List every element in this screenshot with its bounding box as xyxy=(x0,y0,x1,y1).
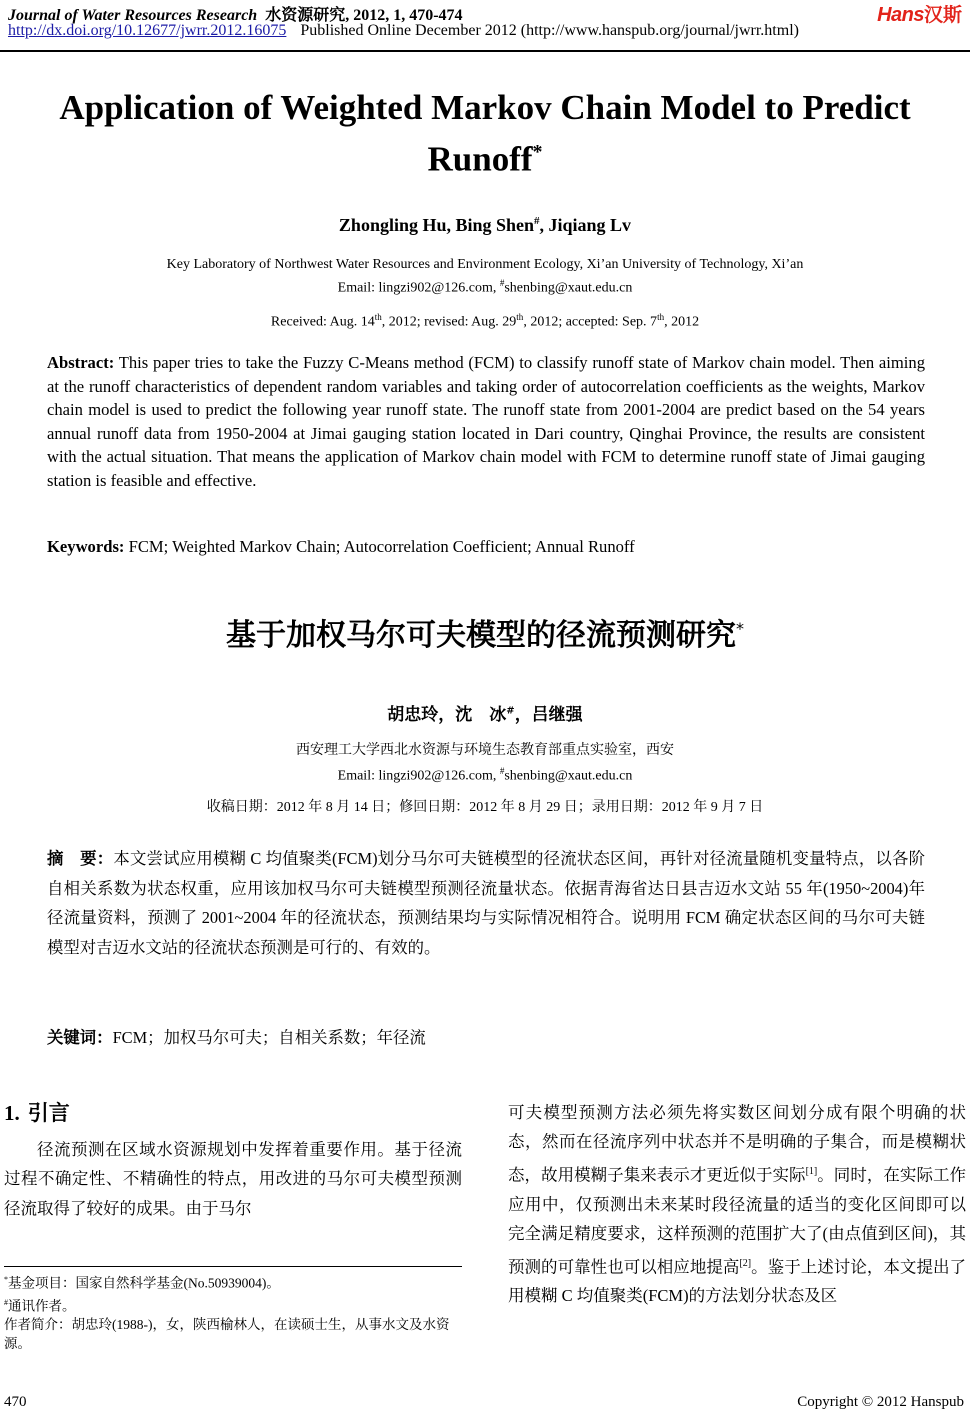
header-divider xyxy=(0,50,970,52)
hans-logo xyxy=(877,0,962,27)
section-number: 1. xyxy=(4,1101,20,1125)
author-cn-mark: # xyxy=(506,705,515,717)
footnotes xyxy=(4,1270,462,1353)
journal-name-en: Journal of Water Resources Research xyxy=(8,7,258,24)
title-en-footnote-mark: * xyxy=(532,141,543,163)
author-separator: , xyxy=(539,215,549,235)
section-title: 引言 xyxy=(27,1101,70,1125)
email-en-second: shenbing@xaut.edu.cn xyxy=(504,280,633,296)
author-name: Zhongling Hu xyxy=(338,215,447,235)
authors-cn-part: 胡忠玲，沈 冰 xyxy=(387,705,507,725)
keywords-en xyxy=(47,537,925,557)
doi-line xyxy=(8,22,799,40)
received-part: , 2012 xyxy=(664,314,700,330)
abstract-cn-label: 摘 要： xyxy=(47,849,114,868)
doi-link[interactable]: http://dx.doi.org/10.12677/jwrr.2012.16075 xyxy=(8,22,287,39)
paper-title-cn xyxy=(0,610,970,654)
body-text: 。鉴于上述讨论，本文提出了用模糊 C 均值聚类(FCM)的方法划分状态及区 xyxy=(508,1257,967,1306)
received-part: , 2012; revised: Aug. 29 xyxy=(381,314,517,330)
citation-ref[interactable]: [1] xyxy=(805,1165,818,1177)
email-cn-second: shenbing@xaut.edu.cn xyxy=(504,768,633,784)
authors-en xyxy=(0,215,970,236)
citation-ref[interactable]: [2] xyxy=(739,1257,752,1269)
logo-latin: Hans xyxy=(877,4,924,26)
footnote-text: 通讯作者。 xyxy=(8,1298,76,1313)
published-online: Published Online December 2012 (http://www.hanspub.org/journal/jwrr.html) xyxy=(300,22,799,39)
abstract-en xyxy=(47,351,925,493)
received-part: Received: Aug. 14 xyxy=(270,314,375,330)
received-part: , 2012; accepted: Sep. 7 xyxy=(523,314,658,330)
title-en-text: Application of Weighted Markov Chain Model to Predict Runoff xyxy=(59,88,911,179)
abstract-cn-text: 本文尝试应用模糊 C 均值聚类(FCM)划分马尔可夫链模型的径流状态区间，再针对径流量随机变量特点，以各阶自相关系数为状态权重，应用该加权马尔可夫链模型预测径流量状态。依据青海省达日县吉迈水文站 55 年(1950~2004)年径流量资料，预测了 2001~2004 年的径流状态，预测结果均与实际情况相符合。说明用 FCM 确定状态区间的马尔可夫链模型对吉迈水文站的径流状态预测是可行的、有效的。 xyxy=(47,849,926,957)
email-cn-prefix: Email: lingzi902@126.com, xyxy=(337,768,500,784)
abstract-en-text: This paper tries to take the Fuzzy C-Means method (FCM) to classify runoff state of Markov chain model. Then aiming at the runoff characteristics of dependent random variables and taking order of autocorrelation coefficients as the weights, Markov chain model is used to predict the following year runoff state. The runoff state from 2001-2004 are predict based on the 54 years annual runoff data from 1950-2004 at Jimai gauging station located in Dari country, Qinghai Province, the results are consistent with the actual situation. That means the application of Markov chain model with FCM to determine runoff state of Jimai gauging station is feasible and effective. xyxy=(47,353,925,490)
body-left-column: 径流预测在区域水资源规划中发挥着重要作用。基于径流过程不确定性、不精确性的特点，用改进的马尔可夫模型预测径流取得了较好的成果。由于马尔 xyxy=(4,1140,462,1218)
abstract-cn xyxy=(47,844,925,962)
keywords-cn-label: 关键词： xyxy=(47,1028,113,1047)
body-right-column xyxy=(508,1098,966,1311)
author-name: Bing Shen xyxy=(455,215,535,235)
received-dates-en xyxy=(0,312,970,331)
body-text: 可夫模型预测方法必须先将实数区间划分成有限个明确的状态，然而在径流序列中状态并不是明确的子集合，而是模糊状态，故用模糊子集来表示才更近似于实际 xyxy=(508,1103,966,1185)
ordinal-suffix: th xyxy=(374,312,382,322)
keywords-cn xyxy=(47,1024,925,1048)
authors-cn-part: ，吕继强 xyxy=(514,705,583,725)
footnote-fund xyxy=(4,1270,462,1293)
received-dates-cn: 收稿日期：2012 年 8 月 14 日；修回日期：2012 年 8 月 29 日；录用日期：2012 年 9 月 7 日 xyxy=(206,800,764,815)
email-en-prefix: Email: lingzi902@126.com, xyxy=(337,280,500,296)
abstract-en-label: Abstract: xyxy=(47,353,115,372)
email-cn xyxy=(0,761,970,787)
footnote-mark: * xyxy=(4,1275,8,1284)
body-text: 。同时，在实际工作应用中，仅预测出未来某时段径流量的适当的变化区间即可以完全满足精度要求，这样预测的范围扩大了(由点值到区间)，其预测的可靠性也可以相应地提高 xyxy=(508,1165,967,1277)
footnote-divider xyxy=(4,1266,462,1267)
keywords-en-label: Keywords: xyxy=(47,537,125,556)
paper-title-en xyxy=(30,86,940,182)
affiliation-cn-text: 西安理工大学西北水资源与环境生态教育部重点实验室，西安 xyxy=(296,743,674,758)
footnote-corresponding xyxy=(4,1293,462,1316)
author-separator: , xyxy=(446,215,456,235)
section-heading xyxy=(4,1097,70,1127)
copyright: Copyright © 2012 Hanspub xyxy=(797,1394,964,1410)
title-cn-text: 基于加权马尔可夫模型的径流预测研究 xyxy=(226,618,736,653)
author-name: Jiqiang Lv xyxy=(548,215,632,235)
footnote-bio: 作者简介：胡忠玲(1988-)，女，陕西榆林人，在读硕士生，从事水文及水资源。 xyxy=(4,1317,450,1351)
logo-cn: 汉斯 xyxy=(923,4,962,26)
title-cn-footnote-mark: * xyxy=(736,619,744,638)
affiliation-cn xyxy=(0,740,970,787)
email-en xyxy=(0,274,970,298)
keywords-en-text: FCM; Weighted Markov Chain; Autocorrelation Coefficient; Annual Runoff xyxy=(124,537,635,556)
authors-cn xyxy=(0,700,970,725)
ordinal-suffix: th xyxy=(657,312,665,322)
journal-name-cn: 水资源研究, 2012, 1, 470-474 xyxy=(265,7,463,24)
affiliation-en xyxy=(0,256,970,298)
ordinal-suffix: th xyxy=(516,312,524,322)
email-cn-mark: # xyxy=(499,766,505,776)
author-mark: # xyxy=(534,215,540,227)
footnote-mark: # xyxy=(4,1297,8,1307)
email-en-mark: # xyxy=(499,278,505,288)
affiliation-en-text: Key Laboratory of Northwest Water Resources and Environment Ecology, Xi’an University of Technology, Xi’an xyxy=(166,257,804,272)
footnote-text: 基金项目：国家自然科学基金(No.50939004)。 xyxy=(8,1275,280,1291)
page-number: 470 xyxy=(4,1394,27,1410)
keywords-cn-text: FCM；加权马尔可夫；自相关系数；年径流 xyxy=(112,1028,426,1047)
